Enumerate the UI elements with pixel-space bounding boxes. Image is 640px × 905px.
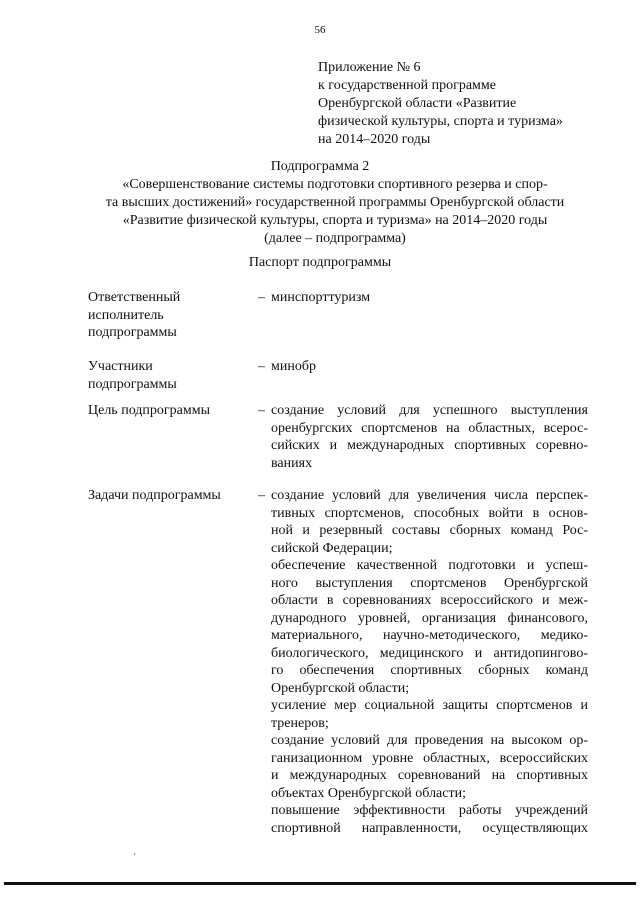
row-label: [88, 487, 258, 505]
row-value-line: биологического, медицинского и антидопингово-: [271, 645, 588, 661]
row-value-line: усиление мер социальной защиты спортсменов и: [271, 698, 588, 713]
subprogram-name: [90, 176, 580, 248]
appendix-line: Оренбургской области «Развитие: [318, 96, 517, 111]
row-value: [271, 289, 588, 307]
page-bottom-rule: [4, 882, 636, 885]
row-dash: –: [258, 488, 265, 503]
row-value-line: объектах Оренбургской области;: [271, 785, 466, 801]
subprogram-name-line: «Развитие физической культуры, спорта и туризма» на 2014–2020 годы: [122, 213, 548, 228]
appendix-line: к государственной программе: [318, 78, 496, 93]
row-label: [88, 289, 258, 342]
row-value-line: сийских и международных спортивных соревно-: [271, 438, 588, 453]
row-label-line: Участники: [88, 359, 153, 374]
subprogram-name-line: (далее – подпрограмма): [264, 231, 406, 246]
row-value-line: повышение эффективности работы учреждений: [271, 803, 588, 818]
row-value: [271, 487, 588, 837]
row-value-line: дународного уровней, организация финансового,: [271, 610, 588, 626]
appendix-line: на 2014–2020 годы: [318, 132, 431, 147]
row-label-line: подпрограммы: [88, 325, 177, 340]
appendix-line: физической культуры, спорта и туризма»: [318, 114, 563, 129]
row-value-line: оренбургских спортсменов на областных, всерос-: [271, 420, 588, 436]
row-label: [88, 358, 258, 393]
row-value-line: минспорттуризм: [271, 290, 371, 305]
row-value-line: ваниях: [271, 455, 313, 471]
appendix-line: Приложение № 6: [318, 60, 421, 75]
row-value-line: Оренбургской области;: [271, 680, 410, 696]
scan-speck: [134, 853, 135, 855]
row-value-line: спортивной направленности, осуществляющих: [271, 820, 588, 836]
row-dash: –: [258, 359, 265, 374]
row-label-line: подпрограммы: [88, 376, 177, 392]
subprogram-name-line: «Совершенствование системы подготовки спортивного резерва и спор-: [122, 177, 548, 192]
page-number: 56: [314, 24, 326, 36]
row-value-line: ганизационном уровне областных, всероссийских: [271, 750, 588, 766]
appendix-header: [318, 59, 618, 149]
row-value-line: создание условий для проведения на высоком ор-: [271, 733, 588, 748]
passport-title: Паспорт подпрограммы: [248, 255, 392, 270]
row-value-line: и международных соревнований на спортивных: [271, 768, 588, 783]
subprogram-title: Подпрограмма 2: [270, 159, 370, 174]
row-value-line: тивных спортсменов, способных войти в основ-: [271, 505, 588, 521]
row-label-line: Цель подпрограммы: [88, 403, 210, 418]
row-value: [271, 358, 588, 376]
row-value-line: создание условий для успешного выступления: [271, 403, 588, 418]
row-label: [88, 402, 258, 420]
row-value-line: ного выступления спортсменов Оренбургской: [271, 575, 588, 591]
subprogram-name-line: та высших достижений» государственной программы Оренбургской области: [105, 195, 565, 210]
row-label-line: исполнитель: [88, 307, 164, 323]
row-label-line: Ответственный: [88, 290, 181, 305]
row-value-line: ной и резервный составы сборных команд Рос-: [271, 523, 588, 538]
row-value-line: создание условий для увеличения числа перспек-: [271, 488, 588, 503]
row-value-line: материального, научно-методического, медико-: [271, 628, 588, 643]
row-value: [271, 402, 588, 472]
row-label-line: Задачи подпрограммы: [88, 488, 221, 503]
row-value-line: области в соревнованиях всероссийского и меж-: [271, 593, 588, 608]
row-dash: –: [258, 290, 265, 305]
row-value-line: минобр: [271, 359, 316, 374]
row-value-line: тренеров;: [271, 715, 329, 731]
row-value-line: го обеспечения спортивных сборных команд: [271, 663, 588, 678]
row-value-line: обеспечение качественной подготовки и успеш-: [271, 558, 588, 573]
row-dash: –: [258, 403, 265, 418]
row-value-line: сийской Федерации;: [271, 540, 393, 556]
